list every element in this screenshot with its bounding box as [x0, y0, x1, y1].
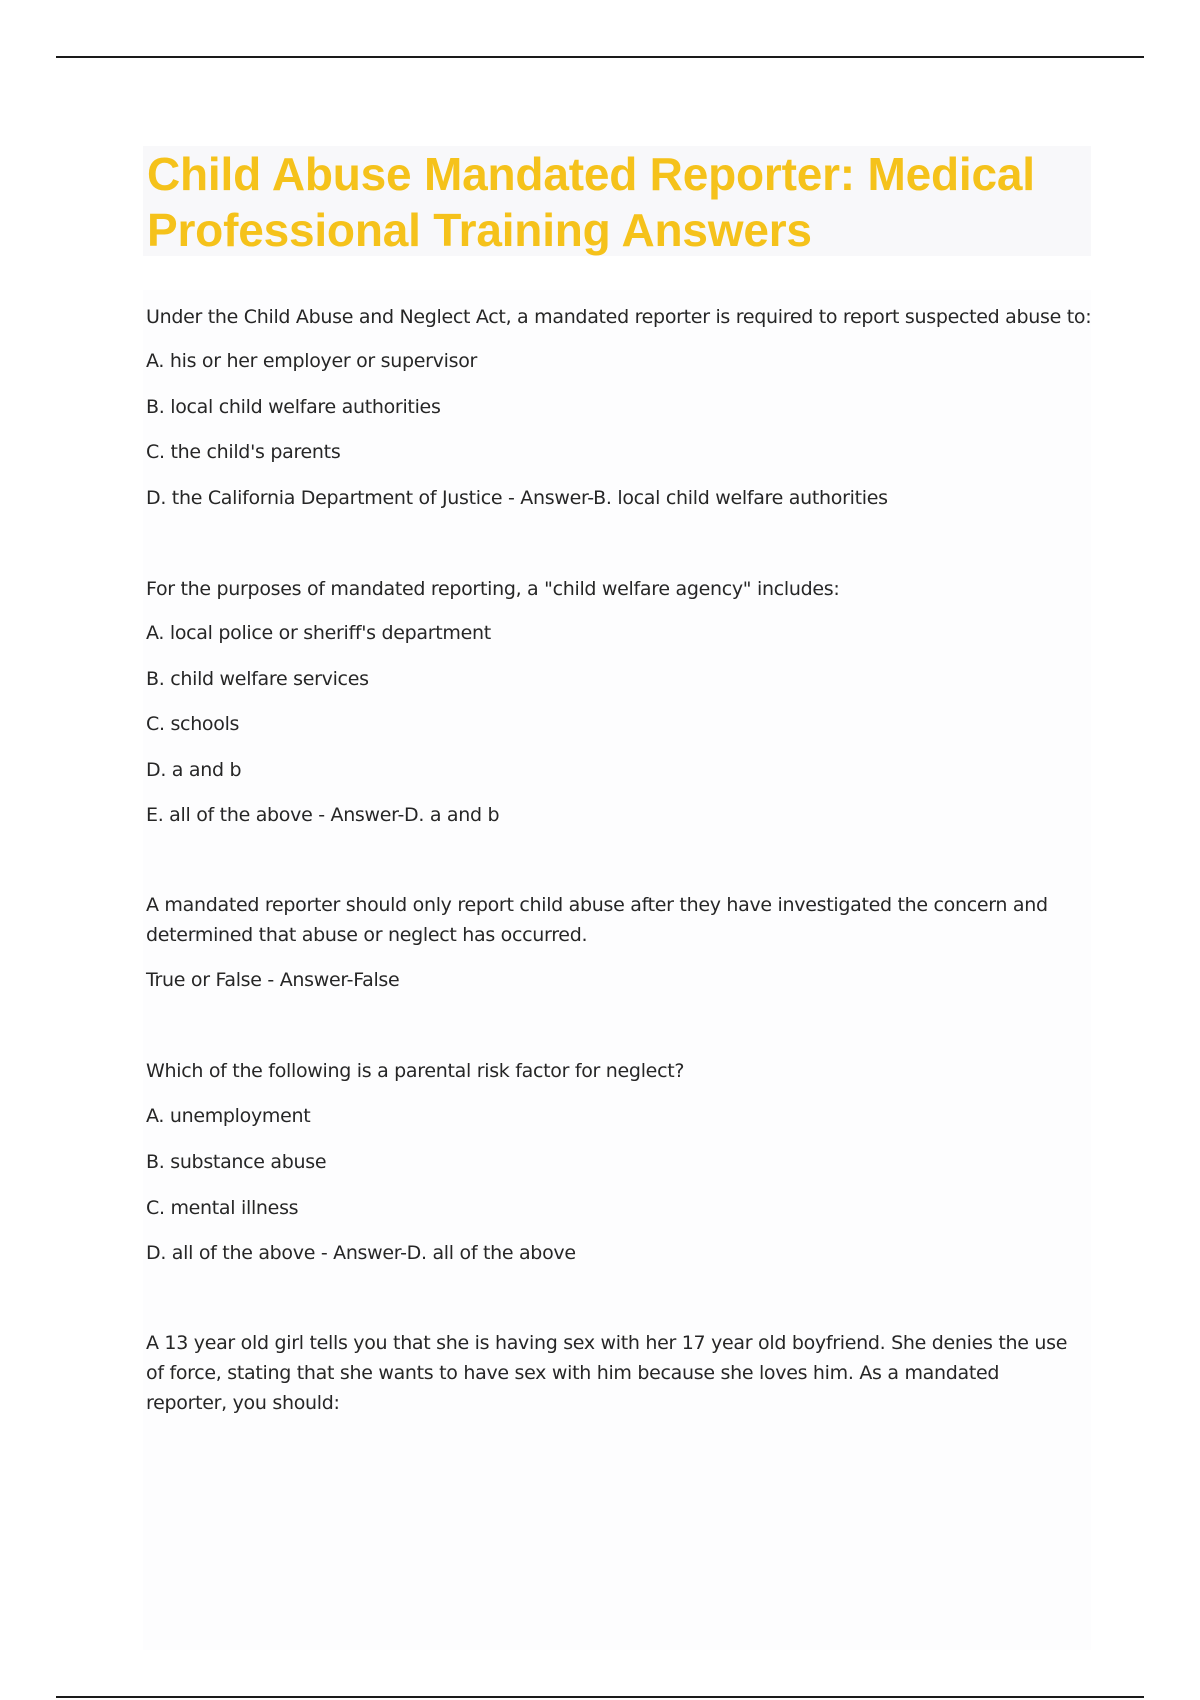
title-line-2: Professional Training Answers	[147, 204, 812, 256]
question-5-prompt: A 13 year old girl tells you that she is having sex with her 17 year old boyfriend. She denies the use of force, stating that she wants to have sex with him because she loves him. As a mandated reporter, you should:	[146, 1332, 1068, 1414]
question-3-prompt: A mandated reporter should only report child abuse after they have investigated the concern and determined that abuse or neglect has occurred.	[146, 894, 1048, 946]
top-rule	[56, 56, 1144, 58]
question-2-option-e-answer: E. all of the above - Answer-D. a and b	[146, 804, 500, 826]
question-1-option-b: B. local child welfare authorities	[146, 396, 441, 418]
question-2-option-a: A. local police or sheriff's department	[146, 622, 491, 644]
question-1-option-c: C. the child's parents	[146, 441, 341, 463]
question-1-option-d-answer: D. the California Department of Justice - Answer-B. local child welfare authorities	[146, 487, 888, 509]
question-1-option-a: A. his or her employer or supervisor	[146, 350, 478, 372]
title-line-1: Child Abuse Mandated Reporter: Medical	[147, 148, 1035, 200]
question-2-option-d: D. a and b	[146, 759, 242, 781]
document-title	[143, 146, 1091, 256]
question-4-option-d-answer: D. all of the above - Answer-D. all of the above	[146, 1242, 576, 1264]
question-2-prompt: For the purposes of mandated reporting, a "child welfare agency" includes:	[146, 578, 840, 600]
question-2-option-c: C. schools	[146, 713, 240, 735]
question-4-prompt: Which of the following is a parental risk factor for neglect?	[146, 1060, 685, 1082]
question-4-option-c: C. mental illness	[146, 1197, 299, 1219]
question-2-option-b: B. child welfare services	[146, 668, 369, 690]
question-4-option-a: A. unemployment	[146, 1105, 311, 1127]
question-3-answer: True or False - Answer-False	[146, 969, 400, 991]
question-4-option-b: B. substance abuse	[146, 1151, 327, 1173]
bottom-rule	[56, 1696, 1144, 1698]
question-1-prompt: Under the Child Abuse and Neglect Act, a mandated reporter is required to report suspected abuse to:	[146, 306, 1092, 328]
